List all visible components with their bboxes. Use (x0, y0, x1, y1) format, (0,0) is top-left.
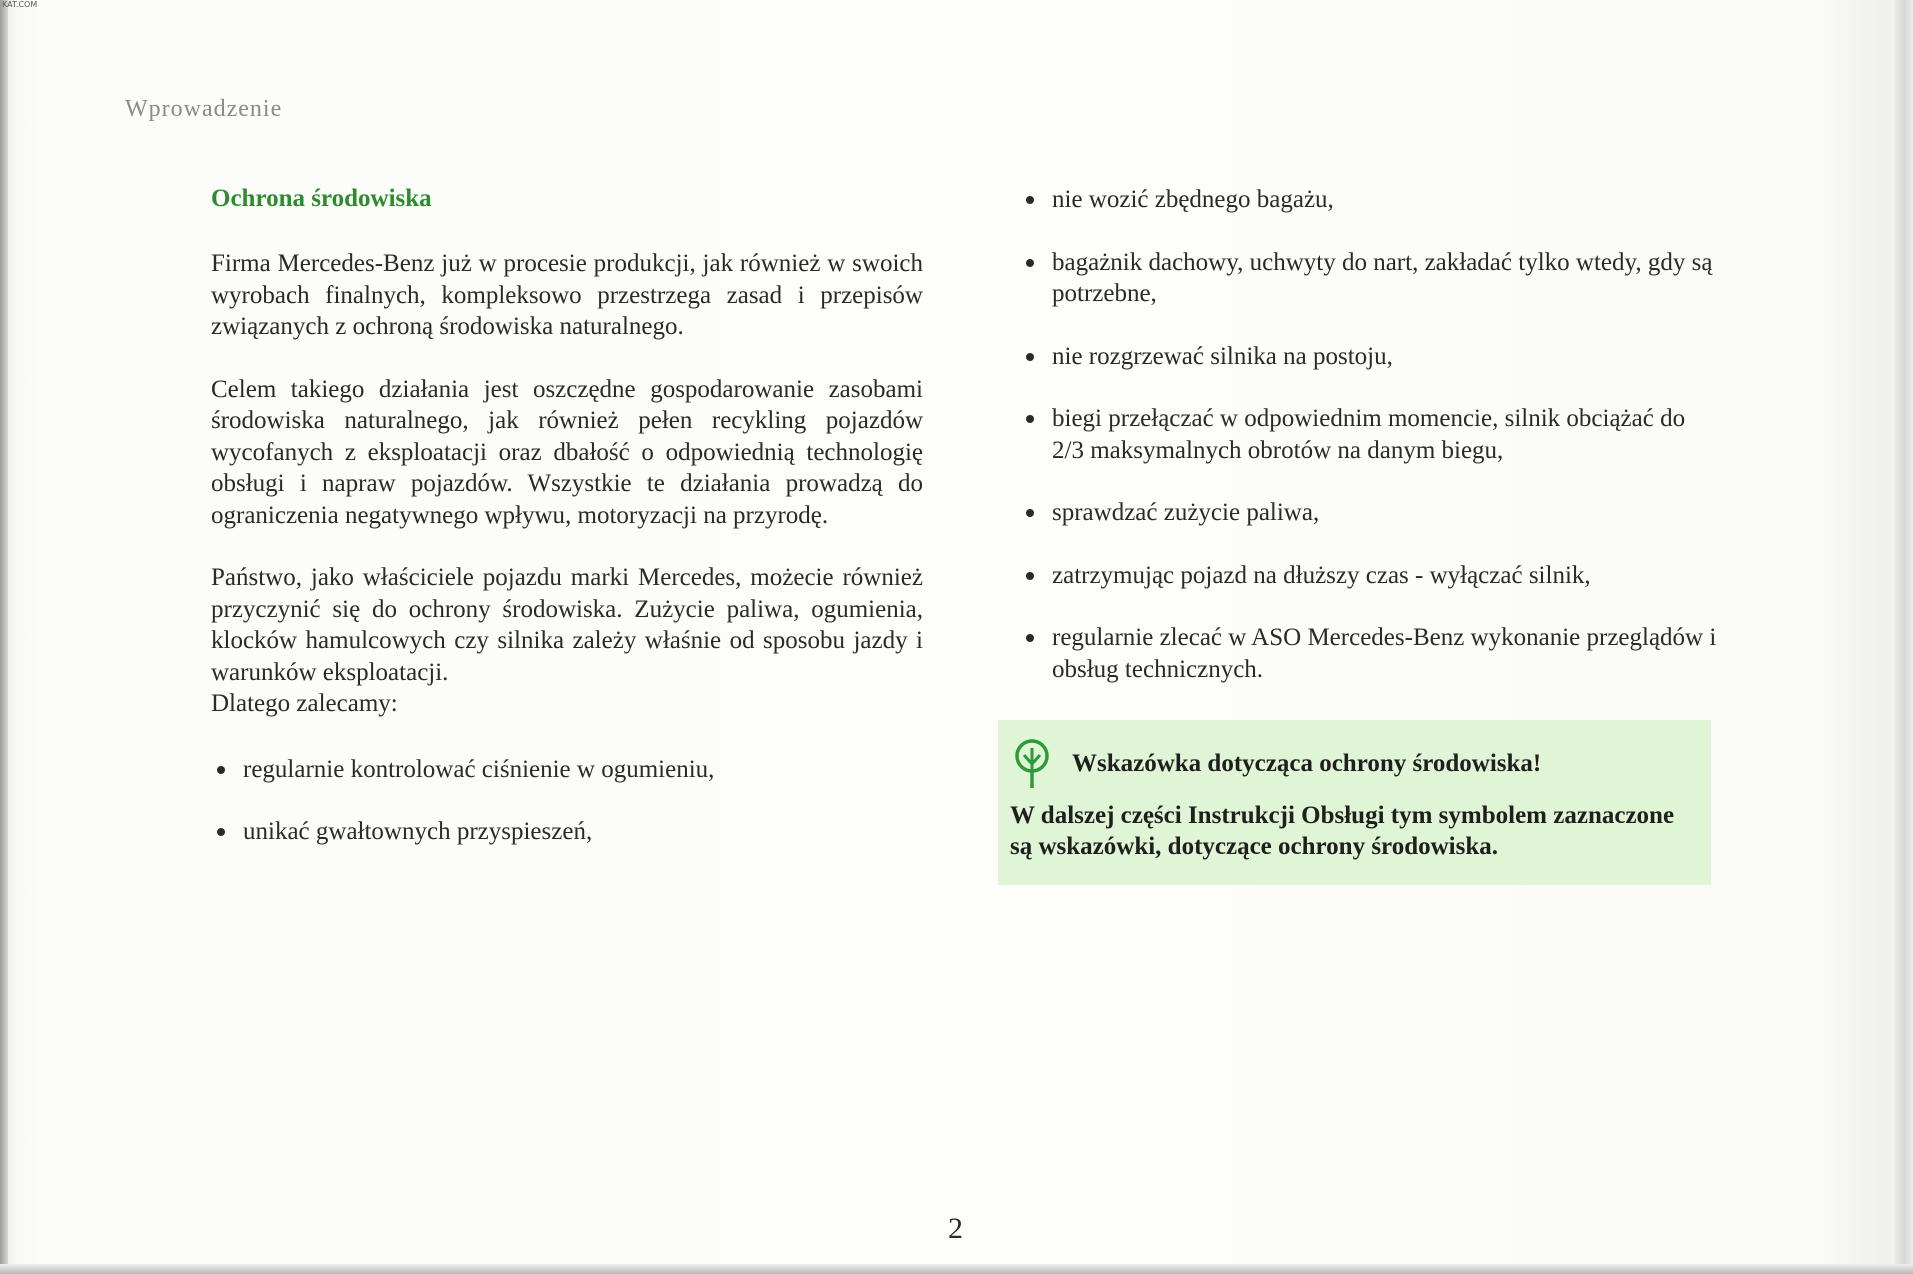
list-item-text: regularnie kontrolować ciśnienie w ogumieniu, (243, 755, 715, 783)
list-item (211, 816, 923, 848)
paragraph-3: Państwo, jako właściciele pojazdu marki Mercedes, możecie również przyczynić się do ochrony środowiska. Zużycie paliwa, ogumienia, klocków hamulcowych czy silnika zależy właśnie od sposobu jazdy i warunków eksploatacji. (211, 564, 923, 686)
list-item (1020, 341, 1720, 373)
list-item-text: biegi przełączać w odpowiednim momencie, silnik obciążać do 2/3 maksymalnych obrotów na danym biegu, (1052, 405, 1686, 464)
paragraph-4: Dlatego zalecamy: (211, 690, 398, 717)
page-left-edge (0, 0, 8, 1274)
list-item-text: nie wozić zbędnego bagażu, (1052, 186, 1334, 213)
bullet-icon (1026, 509, 1034, 517)
right-column (1020, 184, 1720, 716)
environment-tip-box (998, 720, 1711, 885)
left-column (211, 184, 923, 879)
watermark: KAT.COM (2, 0, 38, 9)
list-item-text: nie rozgrzewać silnika na postoju, (1052, 342, 1393, 370)
tip-title-row (1010, 738, 1699, 790)
bullet-icon (1026, 634, 1034, 642)
tip-text: W dalszej części Instrukcji Obsługi tym symbolem zaznaczone są wskazówki, dotyczące ochrony środowiska. (1010, 802, 1675, 860)
list-item (1020, 622, 1720, 685)
page-number: 2 (948, 1212, 963, 1245)
paragraph-1: Firma Mercedes-Benz już w procesie produkcji, jak również w swoich wyrobach finalnych, kompleksowo przestrzega zasad i przepisów związanych z ochroną środowiska naturalnego. (211, 250, 923, 340)
list-item (211, 754, 923, 786)
list-item-text: bagażnik dachowy, uchwyty do nart, zakładać tylko wtedy, gdy są potrzebne, (1052, 248, 1713, 307)
list-item (1020, 184, 1720, 216)
bullet-icon (1026, 196, 1034, 204)
tip-title: Wskazówka dotycząca ochrony środowiska! (1072, 750, 1542, 777)
list-item (1020, 560, 1720, 592)
list-item-text: regularnie zlecać w ASO Mercedes-Benz wykonanie przeglądów i obsług technicznych. (1052, 624, 1717, 683)
bullet-icon (1026, 353, 1034, 361)
bullet-icon (1026, 415, 1034, 423)
bullet-icon (217, 828, 225, 836)
list-item (1020, 403, 1720, 466)
right-bullet-list (1020, 184, 1720, 685)
list-item-text: sprawdzać zużycie paliwa, (1052, 499, 1320, 526)
tree-icon (1012, 738, 1052, 790)
left-bullet-list (211, 754, 923, 848)
page-bottom-edge (0, 1264, 1913, 1274)
list-item (1020, 247, 1720, 310)
bullet-icon (1026, 572, 1034, 580)
bullet-icon (1026, 259, 1034, 267)
page-right-edge (1891, 0, 1913, 1274)
list-item-text: zatrzymując pojazd na dłuższy czas - wyłączać silnik, (1052, 561, 1591, 589)
bullet-icon (217, 766, 225, 774)
section-header: Wprowadzenie (125, 96, 283, 122)
list-item (1020, 497, 1720, 529)
section-heading: Ochrona środowiska (211, 185, 432, 212)
list-item-text: unikać gwałtownych przyspieszeń, (243, 818, 593, 845)
paragraph-2: Celem takiego działania jest oszczędne gospodarowanie zasobami środowiska naturalnego, jak również pełen recykling pojazdów wycofanych z eksploatacji oraz dbałość o odpowiednią technologię obsługi i napraw pojazdów. Wszystkie te działania prowadzą do ograniczenia negatywnego wpływu, motoryzacji na przyrodę. (211, 375, 923, 529)
